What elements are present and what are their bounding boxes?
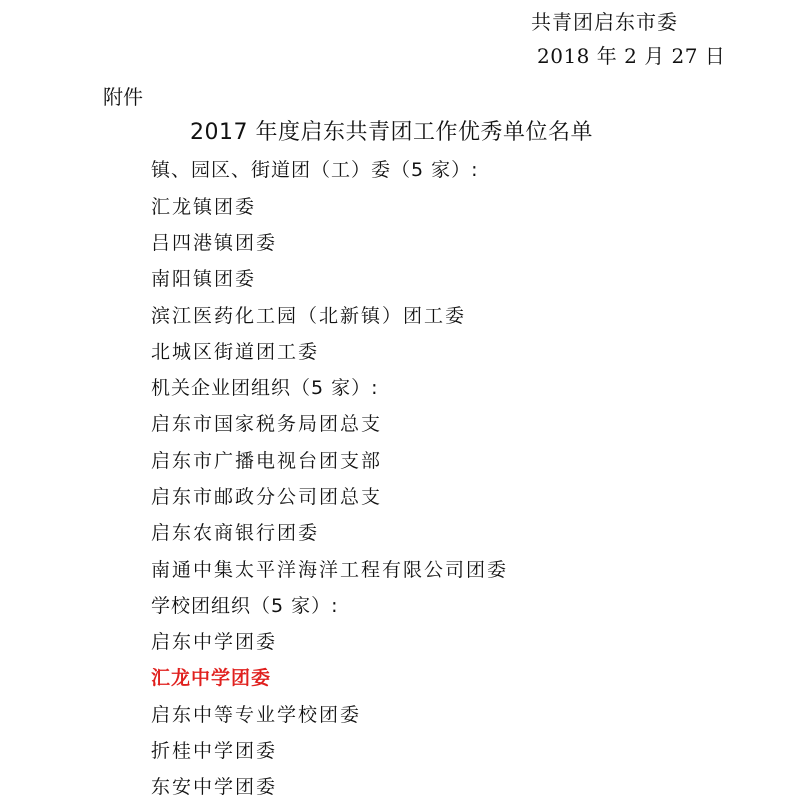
list-item: 启东市邮政分公司团总支 [151,486,383,508]
list-item: 汇龙镇团委 [151,196,257,218]
attachment-label: 附件 [103,85,143,109]
list-item: 东安中学团委 [151,776,278,798]
section-heading-schools: 学校团组织（5 家）: [151,595,339,617]
list-item: 南通中集太平洋海洋工程有限公司团委 [151,559,509,581]
list-item: 滨江医药化工园（北新镇）团工委 [151,305,467,327]
section-heading-towns: 镇、园区、街道团（工）委（5 家）: [151,159,479,181]
list-item: 南阳镇团委 [151,268,257,290]
list-item: 北城区街道团工委 [151,341,320,363]
list-item: 折桂中学团委 [151,740,278,762]
list-item: 启东中等专业学校团委 [151,704,362,726]
issue-date: 2018 年 2 月 27 日 [537,44,726,68]
list-item-highlighted: 汇龙中学团委 [151,667,272,689]
list-item: 启东市国家税务局团总支 [151,413,383,435]
list-item: 启东市广播电视台团支部 [151,450,383,472]
section-heading-agencies: 机关企业团组织（5 家）: [151,377,379,399]
list-item: 启东农商银行团委 [151,522,320,544]
list-item: 吕四港镇团委 [151,232,278,254]
issuing-organization: 共青团启东市委 [531,10,678,34]
document-title: 2017 年度启东共青团工作优秀单位名单 [190,120,593,145]
list-item: 启东中学团委 [151,631,278,653]
